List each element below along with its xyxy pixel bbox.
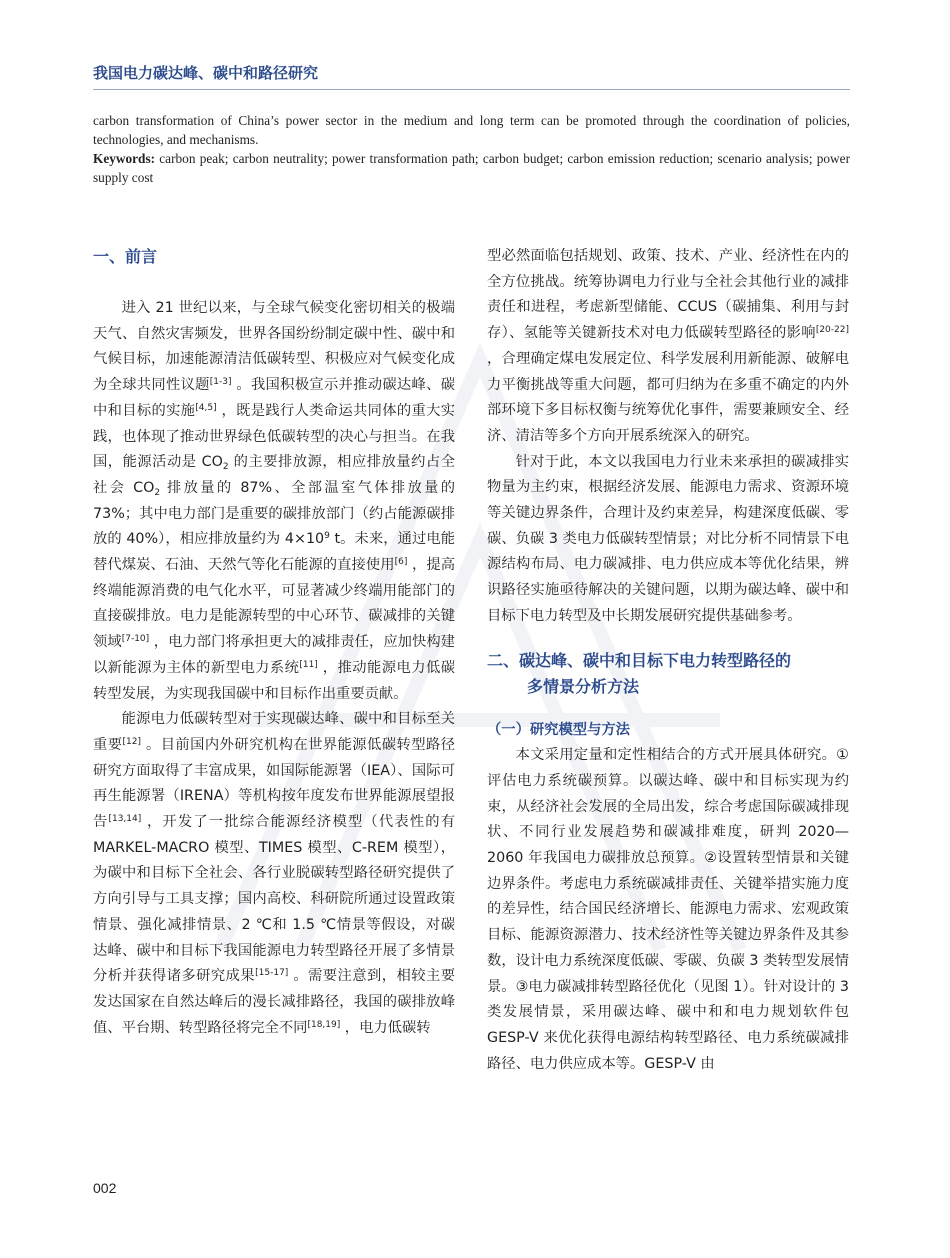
citation[interactable]: [15-17] — [255, 968, 289, 979]
keywords-text: carbon peak; carbon neutrality; power transformation path; carbon budget; carbon emission reduction; scenario analysis; power supply cost — [93, 151, 850, 185]
citation[interactable]: [7-10] — [121, 634, 150, 645]
citation[interactable]: [13,14] — [108, 814, 142, 825]
abstract-text: carbon transformation of China’s power sector in the medium and long term can be promoted through the coordination of policies, technologies, and mechanisms. — [93, 113, 850, 147]
subsection-heading: （一）研究模型与方法 — [487, 721, 630, 738]
left-column — [93, 244, 455, 1041]
section-heading-intro: 一、前言 — [93, 247, 158, 266]
citation[interactable]: [6] — [394, 557, 408, 568]
citation[interactable]: [18,19] — [307, 1019, 341, 1030]
method-paragraph: 本文采用定量和定性相结合的方式开展具体研究。①评估电力系统碳预算。以碳达峰、碳中和目标实现为约束，从经济社会发展的全局出发，综合考虑国际碳减排现状、不同行业发展趋势和碳减排难度，研判 2020—2060 年我国电力碳排放总预算。②设置转型情景和关键边界条件。考虑电力系统碳减排责任、关键举措实施力度的差异性，结合国民经济增长、能源电力需求、宏观政策目标、能源资源潜力、技术经济性等关键边界条件及其参数，设计电力系统深度低碳、零碳、负碳 3 类转型发展情景。③电力碳减排转型路径优化（见图 1）。针对设计的 3 类发展情景，采用碳达峰、碳中和和电力规划软件包 GESP-V 来优化获得电源结构转型路径、电力系统碳减排路径、电力供应成本等。GESP-V 由 — [487, 747, 849, 1072]
citation[interactable]: [4,5] — [195, 402, 217, 413]
keywords-line — [93, 149, 850, 187]
intro-paragraph-2: 能源电力低碳转型对于实现碳达峰、碳中和目标至关重要[12] 。目前国内外研究机构在世界能源低碳转型路径研究方面取得了丰富成果，如国际能源署（IEA）、国际可再生能源署（IRENA）等机构按年度发布世界能源展望报告[13,14] ，开发了一批综合能源经济模型（代表性的有 MARKEL-MACRO 模型、TIMES 模型、C-REM 模型），为碳中和目标下全社会、各行业脱碳转型路径研究提供了方向引导与工具支撑；国内高校、科研院所通过设置政策情景、强化减排情景、2 ℃和 1.5 ℃情景等假设，对碳达峰、碳中和目标下我国能源电力转型路径开展了多情景分析并获得诸多研究成果[15-17] 。需要注意到，相较主要发达国家在自然达峰后的漫长减排路径，我国的碳排放峰值、平台期、转型路径将完全不同[18,19] ，电力低碳转 — [93, 711, 456, 1036]
abstract-block — [93, 111, 850, 187]
keywords-label: Keywords: — [93, 151, 156, 166]
right-column — [487, 244, 849, 1077]
running-title: 我国电力碳达峰、碳中和路径研究 — [93, 62, 850, 90]
citation[interactable]: [20-22] — [815, 325, 849, 336]
intro-paragraph-3: 针对于此，本文以我国电力行业未来承担的碳减排实物量为主约束，根据经济发展、能源电力需求、资源环境等关键边界条件，合理计及约束差异，构建深度低碳、零碳、负碳 3 类电力低碳转型情景；对比分析不同情景下电源结构布局、电力碳减排、电力供应成本等优化结果，辨识路径实施亟待解决的关键问题，以期为碳达峰、碳中和目标下电力转型及中长期发展研究提供基础参考。 — [487, 453, 849, 624]
page-number: 002 — [93, 1180, 117, 1196]
citation[interactable]: [12] — [122, 736, 141, 747]
intro-paragraph-2-continued: 型必然面临包括规划、政策、技术、产业、经济性在内的全方位挑战。统筹协调电力行业与全社会其他行业的减排责任和进程，考虑新型储能、CCUS（碳捕集、利用与封存）、氢能等关键新技术对电力低碳转型路径的影响[20-22] ，合理确定煤电发展定位、科学发展利用新能源、破解电力平衡挑战等重大问题，都可归纳为在多重不确定的内外部环境下多目标权衡与统筹优化事件，需要兼顾安全、经济、清洁等多个方向开展系统深入的研究。 — [487, 248, 849, 444]
intro-paragraph-1: 进入 21 世纪以来，与全球气候变化密切相关的极端天气、自然灾害频发，世界各国纷纷制定碳中性、碳中和气候目标，加速能源清洁低碳转型、积极应对气候变化成为全球共同性议题[1-3] 。我国积极宣示并推动碳达峰、碳中和目标的实施[4,5] ，既是践行人类命运共同体的重大实践，也体现了推动世界绿色低碳转型的决心与担当。在我国，能源活动是 $CO_2$ 的主要排放源，相应排放量约占全社会 $CO_2$ 排放量的 87%、全部温室气体排放量的 73%；其中电力部门是重要的碳排放部门（约占能源碳排放的 40%），相应排放量约为 $4\times 10^9$ t。未来，通过电能替代煤炭、石油、天然气等化石能源的直接使用[6] ，提高终端能源消费的电气化水平，可显著减少终端用能部门的直接碳排放。电力是能源转型的中心环节、碳减排的关键领域[7-10] ，电力部门将承担更大的减排责任，应加快构建以新能源为主体的新型电力系统[11] ，推动能源电力低碳转型发展，为实现我国碳中和目标作出重要贡献。 — [93, 300, 456, 702]
section-heading-method: 二、碳达峰、碳中和目标下电力转型路径的 多情景分析方法 — [487, 650, 792, 696]
citation[interactable]: [11] — [299, 659, 318, 670]
citation[interactable]: [1-3] — [209, 377, 232, 388]
